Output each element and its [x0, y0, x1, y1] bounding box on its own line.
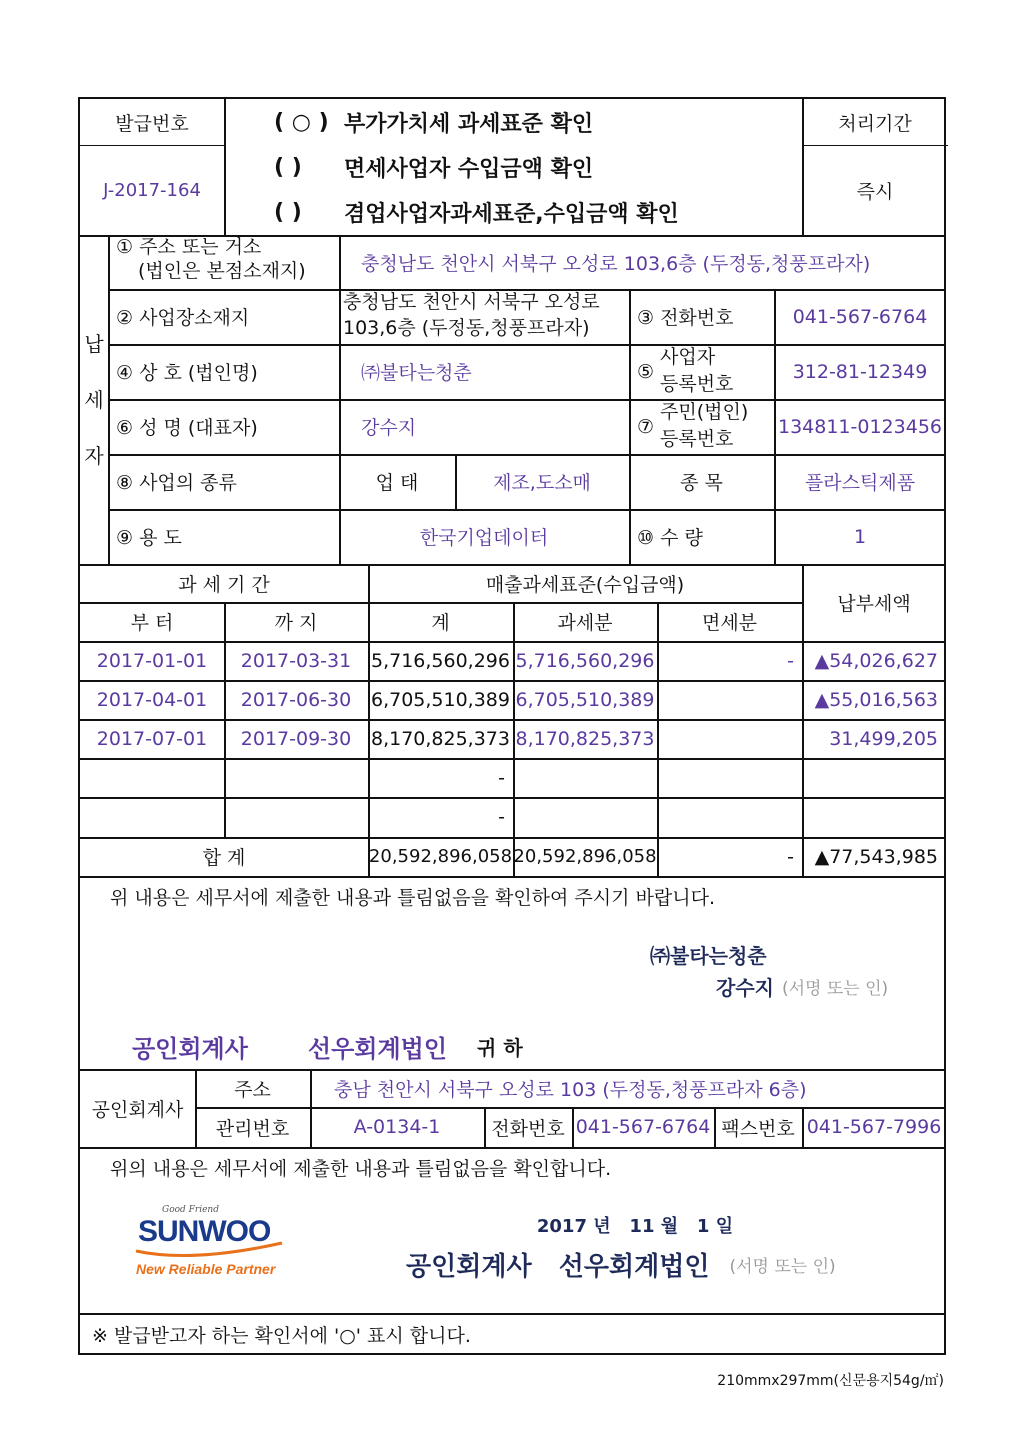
footer-note: ※ 발급받고자 하는 확인서에 '○' 표시 합니다. [92, 1324, 471, 1347]
side-char: 자 [84, 443, 104, 468]
acc-address-value: 충남 천안시 서북구 오성로 103 (두정동,청풍프라자 6층) [334, 1078, 807, 1101]
biz-type-label: ⑧ 사업의 종류 [116, 472, 237, 494]
phone-label: ③ 전화번호 [637, 307, 734, 329]
row-tax [802, 797, 946, 837]
option-title: 겸업사업자과세표준,수입금액 확인 [344, 202, 679, 227]
resident-label [660, 399, 774, 454]
biz-place-line: 103,6층 (두정동,청풍프라자) [343, 317, 590, 339]
confirm-signature [398, 1243, 938, 1285]
row-to: 2017-06-30 [240, 688, 352, 711]
row-total: - [498, 766, 505, 789]
addressee-firm: 선우회계법인 [307, 1034, 448, 1063]
confirm-date: 2017 년 11 월 1 일 [536, 1216, 734, 1237]
purpose-label: ⑨ 용 도 [116, 527, 182, 549]
biz-reg-label [660, 344, 774, 399]
row-from [80, 758, 224, 797]
paper-spec: 210mmx297mm(신문용지54g/㎡) [717, 1373, 944, 1389]
row-from: 2017-01-01 [96, 649, 208, 672]
company-value: ㈜불타는청춘 [361, 362, 472, 384]
addressee-title: 공인회계사 [132, 1034, 248, 1063]
row-from: 2017-07-01 [96, 727, 208, 750]
row-exempt [657, 680, 802, 719]
issue-no-label: 발급번호 [115, 112, 189, 135]
row-total: 5,716,560,296 [370, 649, 510, 672]
period-label: 과 세 기 간 [178, 573, 270, 596]
request-signature [708, 969, 948, 1003]
item-value: 플라스틱제품 [804, 472, 916, 494]
acc-phone-value: 041-567-6764 [575, 1116, 711, 1138]
row-from: 2017-04-01 [96, 688, 208, 711]
taxable-label: 과세분 [557, 612, 613, 634]
biz-reg-label-line: 등록번호 [660, 373, 734, 395]
address-value: 충청남도 천안시 서북구 오성로 103,6층 (두정동,청풍프라자) [361, 252, 871, 275]
item-label: 종 목 [680, 472, 723, 494]
row-taxable: 6,705,510,389 [515, 688, 655, 711]
option-title: 부가가치세 과세표준 확인 [344, 111, 594, 137]
mgmt-label: 관리번호 [215, 1117, 290, 1140]
phone-value: 041-567-6764 [792, 305, 928, 328]
fax-value: 041-567-7996 [806, 1116, 942, 1138]
sunwoo-logo [132, 1199, 312, 1299]
side-char: 세 [84, 387, 104, 412]
row-exempt [657, 797, 802, 837]
row-tax [802, 758, 946, 797]
tax-label: 납부세액 [837, 593, 911, 615]
row-to: 2017-03-31 [240, 649, 352, 672]
business-label: 업 태 [375, 472, 419, 494]
sum-tax: ▲77,543,985 [814, 845, 938, 868]
sum-taxable: 20,592,896,058 [513, 846, 657, 867]
request-addressee [124, 1027, 924, 1065]
sum-total: 20,592,896,058 [368, 846, 513, 867]
quantity-label: ⑩ 수 량 [637, 527, 703, 549]
logo-swoosh [132, 1239, 312, 1259]
row-exempt [657, 758, 802, 797]
name-value: 강수지 [361, 417, 417, 439]
quantity-value: 1 [853, 525, 867, 548]
biz-place-line: 충청남도 천안시 서북구 오성로 [343, 291, 600, 313]
sum-exempt: - [787, 845, 794, 868]
row-to [224, 758, 368, 797]
company-label: ④ 상 호 (법인명) [116, 362, 258, 384]
sum-label: 합 계 [202, 847, 246, 869]
total-label: 계 [431, 612, 450, 634]
address-label [108, 235, 339, 289]
row-taxable [513, 797, 657, 837]
row-exempt [657, 719, 802, 758]
resident-value: 134811-0123456 [777, 415, 942, 438]
address-label-line: (법인은 본점소재지) [138, 260, 306, 282]
request-person: 강수지 [716, 975, 774, 1000]
fax-label: 팩스번호 [721, 1117, 795, 1140]
addressee-suffix: 귀 하 [477, 1035, 523, 1060]
logo-name: SUNWOO [138, 1215, 271, 1248]
option-mark: ( ) [274, 200, 302, 225]
resident-label-line: 주민(법인) [660, 401, 749, 423]
purpose-value: 한국기업데이터 [419, 527, 549, 549]
num7: ⑦ [637, 415, 655, 438]
num5: ⑤ [637, 360, 655, 383]
row-total: 6,705,510,389 [370, 688, 510, 711]
row-taxable: 5,716,560,296 [515, 649, 655, 672]
biz-reg-label-line: 사업자 [660, 346, 716, 368]
exempt-label: 면세분 [701, 612, 758, 634]
to-label: 까 지 [274, 612, 318, 634]
resident-label-line: 등록번호 [660, 428, 734, 450]
biz-place-label: ② 사업장소재지 [116, 307, 250, 329]
option-dual-business[interactable] [266, 190, 826, 235]
from-label: 부 터 [130, 612, 174, 634]
row-total: 8,170,825,373 [370, 727, 510, 750]
confirm-title: 공인회계사 선우회계법인 [406, 1251, 710, 1282]
acc-phone-label: 전화번호 [491, 1117, 565, 1140]
row-tax: 31,499,205 [829, 727, 938, 750]
issue-no-value: J-2017-164 [103, 179, 201, 201]
option-vat-standard[interactable] [266, 99, 826, 145]
logo-top-text: Good Friend [162, 1205, 219, 1215]
row-taxable: 8,170,825,373 [515, 727, 655, 750]
option-mark: ( ) [274, 155, 302, 180]
row-to: 2017-09-30 [240, 727, 352, 750]
confirm-sign-note: (서명 또는 인) [729, 1256, 836, 1277]
option-exempt-income[interactable] [266, 145, 826, 190]
name-label: ⑥ 성 명 (대표자) [116, 417, 258, 439]
business-value: 제조,도소매 [493, 472, 591, 494]
option-mark: ( ○ ) [274, 109, 329, 135]
biz-place-value [339, 289, 629, 344]
biz-reg-value: 312-81-12349 [792, 360, 928, 383]
mgmt-value: A-0134-1 [353, 1116, 441, 1138]
row-total: - [498, 806, 505, 828]
confirm-text: 위의 내용은 세무서에 제출한 내용과 틀림없음을 확인합니다. [110, 1157, 612, 1180]
side-char: 납 [84, 331, 104, 356]
acc-address-label: 주소 [234, 1078, 271, 1101]
row-to [224, 797, 368, 837]
row-tax: ▲54,026,627 [814, 649, 938, 672]
row-from [80, 797, 224, 837]
request-company: ㈜불타는청춘 [650, 943, 767, 968]
request-sign-note: (서명 또는 인) [781, 978, 889, 999]
row-taxable [513, 758, 657, 797]
accountant-label: 공인회계사 [91, 1098, 184, 1121]
confirmation-form [78, 97, 946, 1355]
logo-tagline: New Reliable Partner [136, 1261, 276, 1277]
option-title: 면세사업자 수입금액 확인 [344, 157, 594, 182]
taxpayer-side-label [80, 235, 108, 564]
row-exempt: - [787, 649, 794, 672]
sales-label: 매출과세표준(수입금액) [485, 573, 685, 596]
processing-value: 즉시 [856, 180, 894, 203]
request-text: 위 내용은 세무서에 제출한 내용과 틀림없음을 확인하여 주시기 바랍니다. [110, 886, 715, 909]
processing-label: 처리기간 [838, 112, 912, 135]
address-label-line: ① 주소 또는 거소 [116, 236, 262, 258]
row-tax: ▲55,016,563 [814, 688, 938, 711]
